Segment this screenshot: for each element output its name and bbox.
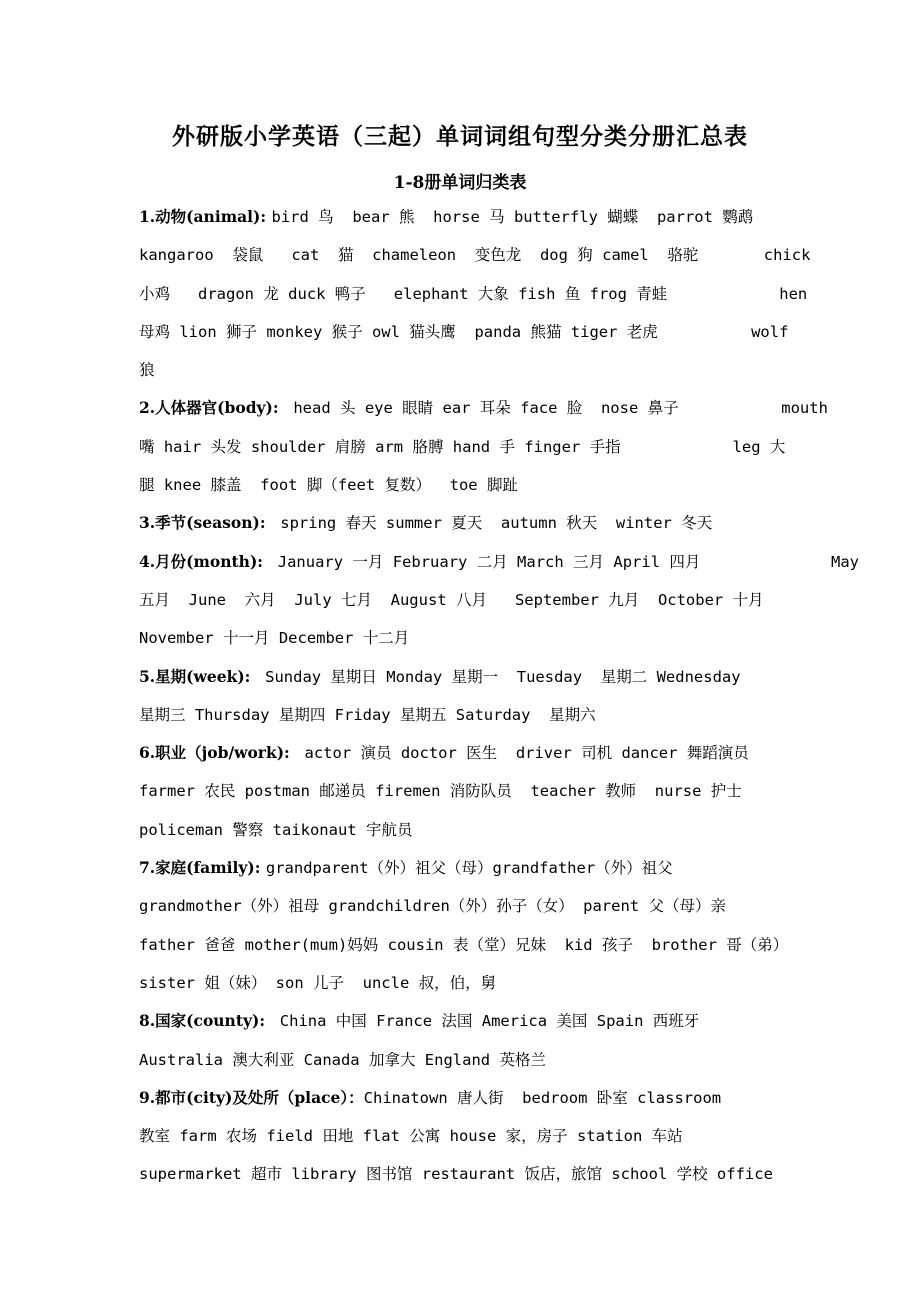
text-line (139, 1121, 859, 1159)
line-text: supermarket 超市 library 图书馆 restaurant 饭店，旅馆 school 学校 office (139, 1165, 773, 1184)
category-heading: 2.人体器官(body): (139, 398, 284, 418)
text-line (139, 1159, 859, 1197)
text-line (139, 547, 859, 585)
line-text: 狼 (139, 361, 155, 380)
line-text: Chinatown 唐人街 bedroom 卧室 classroom (363, 1088, 722, 1107)
category-heading: 9.都市(city)及处所（place）： (139, 1087, 364, 1107)
line-text: head 头 eye 眼睛 ear 耳朵 face 脸 nose 鼻子 mouth (284, 399, 828, 418)
text-line (139, 700, 859, 738)
text-line (139, 968, 859, 1006)
category-heading: 3.季节(season): (139, 513, 271, 533)
text-line (139, 317, 859, 355)
line-text: policeman 警察 taikonaut 宇航员 (139, 820, 413, 839)
text-line (139, 355, 859, 393)
line-text: spring 春天 summer 夏天 autumn 秋天 winter 冬天 (270, 514, 713, 533)
line-text: 教室 farm 农场 field 田地 flat 公寓 house 家，房子 station 车站 (139, 1127, 683, 1146)
line-text: 星期三 Thursday 星期四 Friday 星期五 Saturday 星期六 (139, 705, 596, 724)
text-line (139, 470, 859, 508)
text-line (139, 891, 859, 929)
line-text: 嘴 hair 头发 shoulder 肩膀 arm 胳膊 hand 手 finger 手指 leg 大 (139, 437, 786, 456)
category-heading: 7.家庭(family): (139, 858, 266, 878)
category-heading: 4.月份(month): (139, 551, 269, 571)
line-text: actor 演员 doctor 医生 driver 司机 dancer 舞蹈演员 (295, 744, 749, 763)
text-line (139, 432, 859, 470)
line-text: farmer 农民 postman 邮递员 firemen 消防队员 teacher 教师 nurse 护士 (139, 782, 742, 801)
line-text: January 一月 February 二月 March 三月 April 四月 May (268, 552, 859, 571)
line-text: father 爸爸 mother(mum)妈妈 cousin 表（堂）兄妹 kid 孩子 brother 哥（弟） (139, 935, 789, 954)
text-line (139, 738, 859, 776)
line-text: 小鸡 dragon 龙 duck 鸭子 elephant 大象 fish 鱼 frog 青蛙 hen (139, 284, 808, 303)
document-title: 外研版小学英语（三起）单词词组句型分类分册汇总表 (172, 123, 748, 150)
line-text: China 中国 France 法国 America 美国 Spain 西班牙 (270, 1012, 700, 1031)
line-text: grandmother（外）祖母 grandchildren（外）孙子（女） parent 父（母）亲 (139, 897, 726, 916)
text-line (139, 1045, 859, 1083)
text-line (139, 240, 859, 278)
line-text: sister 姐（妹） son 儿子 uncle 叔，伯，舅 (139, 973, 497, 992)
line-text: grandparent（外）祖父（母）grandfather（外）祖父 (265, 859, 673, 878)
text-line (139, 279, 859, 317)
line-text: 母鸡 lion 狮子 monkey 猴子 owl 猫头鹰 panda 熊猫 tiger 老虎 wolf (139, 322, 789, 341)
text-line (139, 776, 859, 814)
text-line (139, 393, 859, 431)
line-text: 五月 June 六月 July 七月 August 八月 September 九月 October 十月 (139, 590, 764, 609)
text-line (139, 930, 859, 968)
category-heading: 1.动物(animal): (139, 207, 272, 226)
line-text: November 十一月 December 十二月 (139, 629, 410, 648)
line-text: bird 鸟 bear 熊 horse 马 butterfly 蝴蝶 parrot 鹦鹉 (271, 208, 754, 226)
line-text: Sunday 星期日 Monday 星期一 Tuesday 星期二 Wednesday (255, 667, 741, 686)
text-line (139, 585, 859, 623)
text-line (139, 202, 859, 240)
text-line (139, 1083, 859, 1121)
category-heading: 6.职业（job/work): (139, 743, 296, 763)
text-line (139, 623, 859, 661)
document-subtitle: 1-8册单词归类表 (393, 173, 527, 193)
text-line (139, 1006, 859, 1044)
text-line (139, 662, 859, 700)
line-text: Australia 澳大利亚 Canada 加拿大 England 英格兰 (139, 1050, 546, 1069)
line-text: kangaroo 袋鼠 cat 猫 chameleon 变色龙 dog 狗 camel 骆驼 chick (139, 246, 811, 265)
line-text: 腿 knee 膝盖 foot 脚（feet 复数） toe 脚趾 (139, 476, 518, 495)
vocabulary-list (139, 202, 859, 1198)
text-line (139, 815, 859, 853)
text-line (139, 508, 859, 546)
text-line (139, 853, 859, 891)
category-heading: 5.星期(week): (139, 666, 256, 686)
category-heading: 8.国家(county): (139, 1011, 271, 1031)
